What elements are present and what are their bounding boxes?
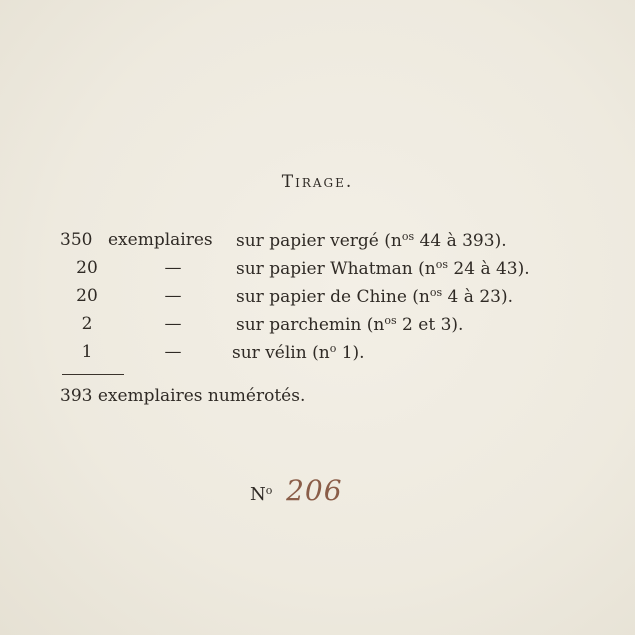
- row-quantity: 20: [76, 286, 98, 306]
- row-label: exemplaires: [108, 230, 213, 250]
- numero-sup: o: [265, 484, 273, 497]
- total-line: 393 exemplaires numérotés.: [60, 386, 306, 406]
- row-description: sur vélin ($n^o$ 1).: [232, 342, 365, 363]
- numero-label: N: [250, 484, 266, 505]
- row-description: sur papier Whatman ($n^{os}$ 24 à 43).: [236, 258, 530, 279]
- copy-number: [250, 474, 343, 507]
- row-quantity: 2: [81, 314, 93, 334]
- row-description: sur papier vergé ($n^{os}$ 44 à 393).: [236, 230, 507, 251]
- row-quantity: 20: [76, 258, 98, 278]
- row-quantity: 350: [60, 230, 93, 250]
- row-dash: —: [164, 342, 182, 362]
- row-dash: —: [164, 258, 182, 278]
- row-description: sur parchemin ($n^{os}$ 2 et 3).: [236, 314, 464, 335]
- row-dash: —: [164, 286, 182, 306]
- page-title: Tirage.: [281, 172, 354, 192]
- row-description: sur papier de Chine ($n^{os}$ 4 à 23).: [236, 286, 513, 307]
- handwritten-copy-number: 206: [286, 474, 343, 507]
- row-quantity: 1: [81, 342, 93, 362]
- total-rule: [62, 374, 124, 375]
- row-dash: —: [164, 314, 182, 334]
